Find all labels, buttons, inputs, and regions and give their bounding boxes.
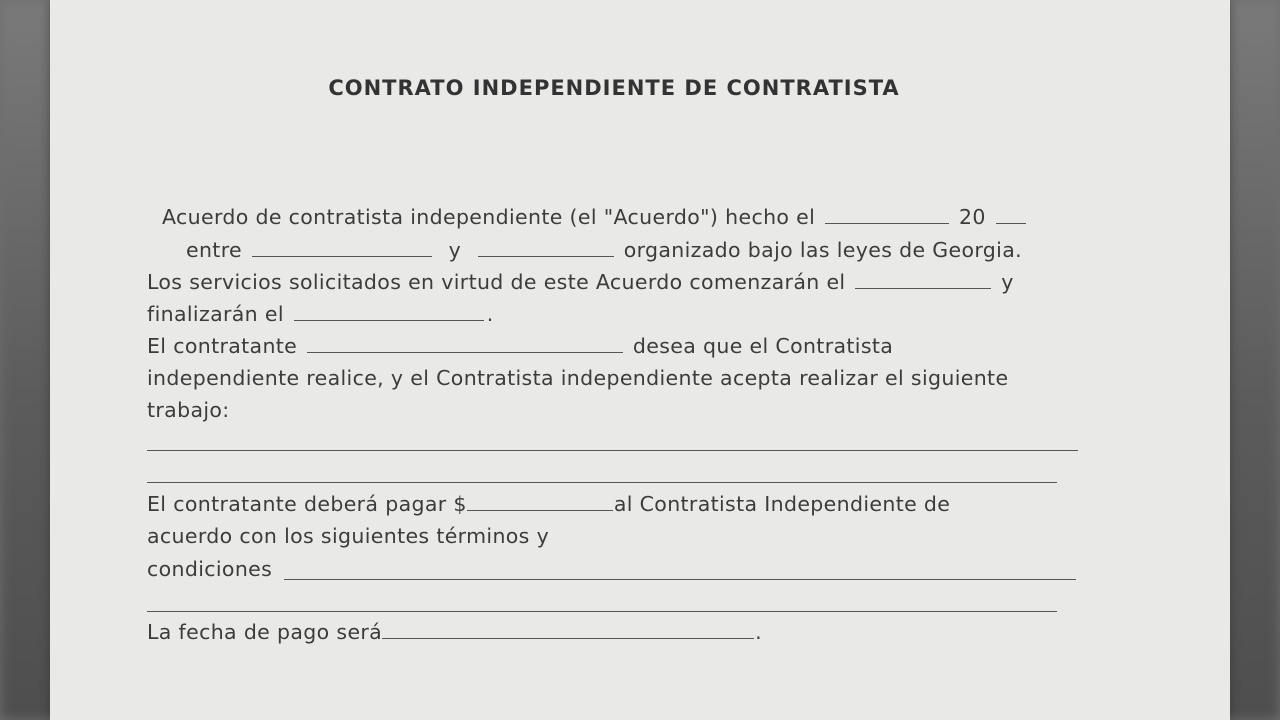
p4-text-conditions: condiciones	[147, 557, 273, 581]
p2-line1	[147, 269, 1014, 295]
work-line-1[interactable]	[147, 450, 1078, 451]
p2-text-a: Los servicios solicitados en virtud de este Acuerdo comenzarán el	[147, 270, 846, 294]
p1-line2	[186, 237, 1022, 263]
p3-line1	[147, 333, 893, 359]
p3-line2: independiente realice, y el Contratista independiente acepta realizar el siguiente	[147, 366, 1009, 390]
p4-line2: acuerdo con los siguientes términos y	[147, 524, 550, 548]
p1-line1	[162, 204, 1029, 230]
p2-period: .	[486, 302, 494, 326]
document-page	[50, 0, 1230, 720]
year-blank[interactable]	[996, 205, 1026, 224]
background-left	[0, 0, 56, 720]
conditions-line-1[interactable]	[284, 579, 1076, 580]
p5-line1	[147, 619, 762, 645]
party1-blank[interactable]	[252, 238, 432, 257]
p5-text-a: La fecha de pago será	[147, 620, 383, 644]
p3-text-b: desea que el Contratista	[632, 334, 894, 358]
amount-blank[interactable]	[467, 492, 613, 511]
p2-text-y: y	[1001, 270, 1014, 294]
p1-text-law: organizado bajo las leyes de Georgia.	[623, 238, 1022, 262]
document-title: CONTRATO INDEPENDIENTE DE CONTRATISTA	[328, 76, 900, 100]
p1-text-y: y	[448, 238, 462, 262]
end-date-blank[interactable]	[294, 302, 484, 321]
conditions-line-2[interactable]	[147, 611, 1057, 612]
background-right	[1224, 0, 1280, 720]
p3-text-a: El contratante	[147, 334, 298, 358]
p4-text-b: al Contratista Independiente de	[613, 492, 951, 516]
party2-blank[interactable]	[478, 238, 614, 257]
p2-text-end: finalizarán el	[147, 302, 284, 326]
next-heading-cutoff	[148, 704, 378, 720]
p4-line3	[147, 556, 272, 582]
p2-line2	[147, 301, 494, 327]
p1-year: 20	[958, 205, 986, 229]
p1-text-a: Acuerdo de contratista independiente (el "Acuerdo") hecho el	[162, 205, 816, 229]
date-blank[interactable]	[825, 205, 949, 224]
p4-text-a: El contratante deberá pagar $	[147, 492, 467, 516]
p1-text-entre: entre	[186, 238, 242, 262]
p3-line3: trabajo:	[147, 398, 230, 422]
start-date-blank[interactable]	[855, 270, 991, 289]
work-line-2[interactable]	[147, 482, 1057, 483]
payment-date-blank[interactable]	[382, 620, 754, 639]
p5-period: .	[755, 620, 762, 644]
p4-line1	[147, 491, 950, 517]
contractor-name-blank[interactable]	[307, 334, 623, 353]
